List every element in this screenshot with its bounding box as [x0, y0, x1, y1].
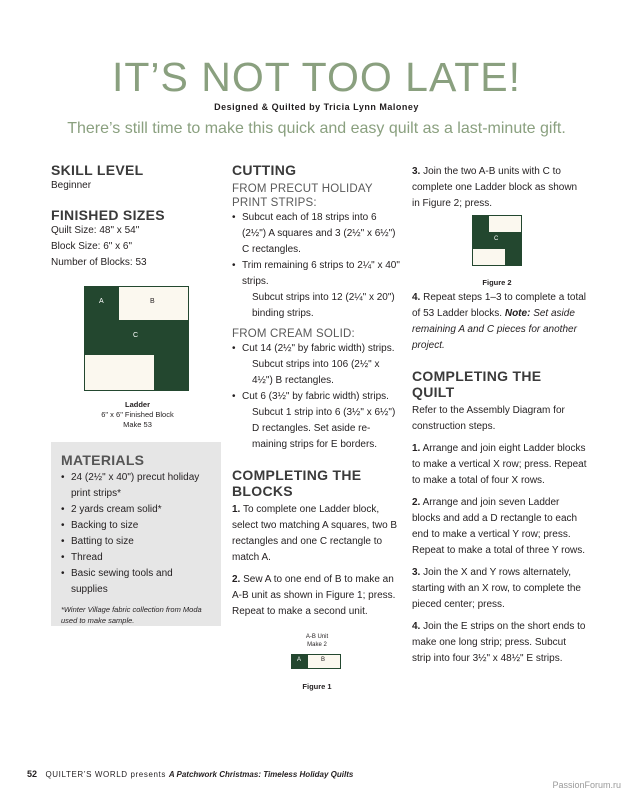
- list-item: • Backing to size: [61, 518, 211, 534]
- column-3-lower: [412, 290, 587, 667]
- note-label: Note:: [504, 308, 531, 319]
- completing-blocks-heading: [232, 467, 402, 499]
- step-text: Sew A to one end of B to make an A-B unit as shown in Figure 1; press. Repeat to make a second unit.: [232, 574, 396, 617]
- ladder-block-figure: [84, 286, 189, 391]
- quilt-size: Quilt Size: 48" x 54": [51, 225, 140, 236]
- magazine-name: QUILTER’S WORLD presents: [45, 770, 166, 779]
- piece-c: [85, 320, 188, 355]
- note-text: Set aside remaining A and C pieces for another project.: [412, 308, 577, 351]
- step-number: 2.: [412, 497, 421, 508]
- materials-footnote: *Winter Village fabric collection from Moda used to make sample.: [61, 605, 202, 625]
- block-size: Block Size: 6" x 6": [51, 241, 133, 252]
- step-number: 4.: [412, 621, 421, 632]
- tagline: There’s still time to make this quick and easy quilt as a last-minute gift.: [67, 120, 566, 137]
- list-item: • Trim remaining 6 strips to 2¼" x 40" strips.: [232, 258, 402, 290]
- cream-list-2: [232, 389, 402, 405]
- page-number: 52: [27, 769, 38, 779]
- quilt-step-2: [412, 495, 587, 559]
- piece-a-bottom: [154, 355, 188, 390]
- ladder-caption-title: Ladder: [124, 400, 150, 409]
- number-of-blocks: Number of Blocks: 53: [51, 257, 147, 268]
- cream-subcut-2: Subcut 1 strip into 6 (3½" x 6½") D rectangles. Set aside re-maining strips for E borders.: [252, 407, 396, 450]
- step-text: Repeat steps 1–3 to complete a total of 53 Ladder blocks.: [412, 292, 587, 319]
- page-footer: [27, 769, 353, 779]
- skill-level-value: Beginner: [51, 180, 92, 191]
- fig2-a-bottom: [505, 249, 521, 265]
- column-1: [51, 162, 221, 271]
- figure-1-label: [280, 633, 354, 649]
- figure-1: [291, 654, 341, 669]
- cream-subcut-1: Subcut strips into 106 (2½" x 4½") B rectangles.: [252, 359, 380, 386]
- page-title: IT’S NOT TOO LATE!: [111, 54, 522, 100]
- step-number: 4.: [412, 292, 421, 303]
- fig2-c-label: C: [494, 236, 499, 242]
- completing-quilt-heading: [412, 368, 587, 400]
- step-text: Arrange and join eight Ladder blocks to make a vertical X row; press. Repeat to make a total of four X rows.: [412, 443, 587, 486]
- step-text: To complete one Ladder block, select two matching A squares, two B rectangles and one C rectangle to match A.: [232, 504, 398, 563]
- list-item: • Thread: [61, 550, 211, 566]
- list-item: • Subcut each of 18 strips into 6 (2½") A squares and 3 (2½" x 6½") C rectangles.: [232, 210, 402, 258]
- precut-subcut: Subcut strips into 12 (2¼" x 20") binding strips.: [252, 292, 395, 319]
- fig1-piece-b: [308, 655, 340, 668]
- piece-b-bottom: [85, 355, 154, 390]
- cream-heading: FROM CREAM SOLID:: [232, 328, 355, 340]
- ladder-caption-size: 6" x 6" Finished Block: [101, 410, 174, 419]
- list-item: • 2 yards cream solid*: [61, 502, 211, 518]
- step-text: Join the E strips on the short ends to make one long strip; press. Subcut strip into four 3½" x 48½" E strips.: [412, 621, 586, 664]
- completing-blocks-heading-line1: COMPLETING THE: [232, 467, 362, 483]
- fig1-a-label: A: [297, 657, 302, 663]
- figure-1-unit: A-B Unit: [305, 634, 329, 640]
- list-item: • Basic sewing tools and supplies: [61, 566, 211, 598]
- step-number: 3.: [412, 567, 421, 578]
- block-step-2: [232, 572, 402, 620]
- piece-a-label: A: [99, 298, 104, 305]
- precut-heading: FROM PRECUT HOLIDAY PRINT STRIPS:: [232, 183, 373, 209]
- materials-panel: [51, 442, 221, 626]
- fig1-b-label: B: [321, 657, 326, 663]
- fig1-piece-a: [292, 655, 308, 668]
- step-text: Join the X and Y rows alternately, starting with an X row, to complete the pieced center; press.: [412, 567, 581, 610]
- step-text: Arrange and join seven Ladder blocks and add a D rectangle to each end to make a vertical Y row; press. Repeat to make a total of three Y rows.: [412, 497, 586, 556]
- fig2-c: [473, 232, 521, 249]
- quilt-step-1: [412, 441, 587, 489]
- cream-list-1: [232, 341, 402, 357]
- completing-blocks-heading-line2: BLOCKS: [232, 483, 293, 499]
- list-item: • Batting to size: [61, 534, 211, 550]
- piece-b-top: [119, 287, 188, 320]
- figure-2: [472, 215, 522, 266]
- figure-2-caption: Figure 2: [482, 278, 512, 287]
- book-title: A Patchwork Christmas: Timeless Holiday Quilts: [168, 770, 354, 779]
- cutting-heading: CUTTING: [232, 162, 297, 178]
- quilt-intro: Refer to the Assembly Diagram for construction steps.: [412, 405, 565, 432]
- list-item: • Cut 6 (3½" by fabric width) strips.: [232, 389, 402, 405]
- column-2: [232, 162, 402, 620]
- list-item: • Cut 14 (2½" by fabric width) strips.: [232, 341, 402, 357]
- skill-level-heading: SKILL LEVEL: [51, 162, 144, 178]
- fig2-a-top: [473, 216, 489, 232]
- step-number: 2.: [232, 574, 241, 585]
- figure-1-caption: Figure 1: [302, 682, 332, 691]
- fig2-b-bottom: [473, 249, 505, 265]
- quilt-step-3: [412, 565, 587, 613]
- materials-list: [61, 470, 211, 598]
- column-3: [412, 164, 587, 212]
- figure-1-make: Make 2: [307, 642, 327, 648]
- block-step-1: [232, 502, 402, 566]
- fig2-b-top: [489, 216, 521, 232]
- completing-quilt-heading-line1: COMPLETING THE: [412, 368, 542, 384]
- step-number: 1.: [412, 443, 421, 454]
- finished-sizes-heading: FINISHED SIZES: [51, 207, 165, 223]
- step-number: 1.: [232, 504, 241, 515]
- block-step-4: [412, 290, 587, 354]
- ladder-caption: [60, 400, 215, 430]
- precut-list: [232, 210, 402, 290]
- completing-quilt-heading-line2: QUILT: [412, 384, 455, 400]
- ladder-caption-make: Make 53: [123, 420, 152, 429]
- quilt-step-4: [412, 619, 587, 667]
- piece-b-label: B: [150, 298, 155, 305]
- step-text: Join the two A-B units with C to complete one Ladder block as shown in Figure 2; press.: [412, 166, 578, 209]
- materials-heading: MATERIALS: [61, 452, 145, 468]
- block-step-3: [412, 164, 587, 212]
- watermark: PassionForum.ru: [552, 780, 621, 790]
- step-number: 3.: [412, 166, 421, 177]
- byline: Designed & Quilted by Tricia Lynn Maloney: [214, 102, 419, 112]
- list-item: • 24 (2½" x 40") precut holiday print strips*: [61, 470, 211, 502]
- piece-c-label: C: [133, 332, 139, 339]
- piece-a: [85, 287, 119, 320]
